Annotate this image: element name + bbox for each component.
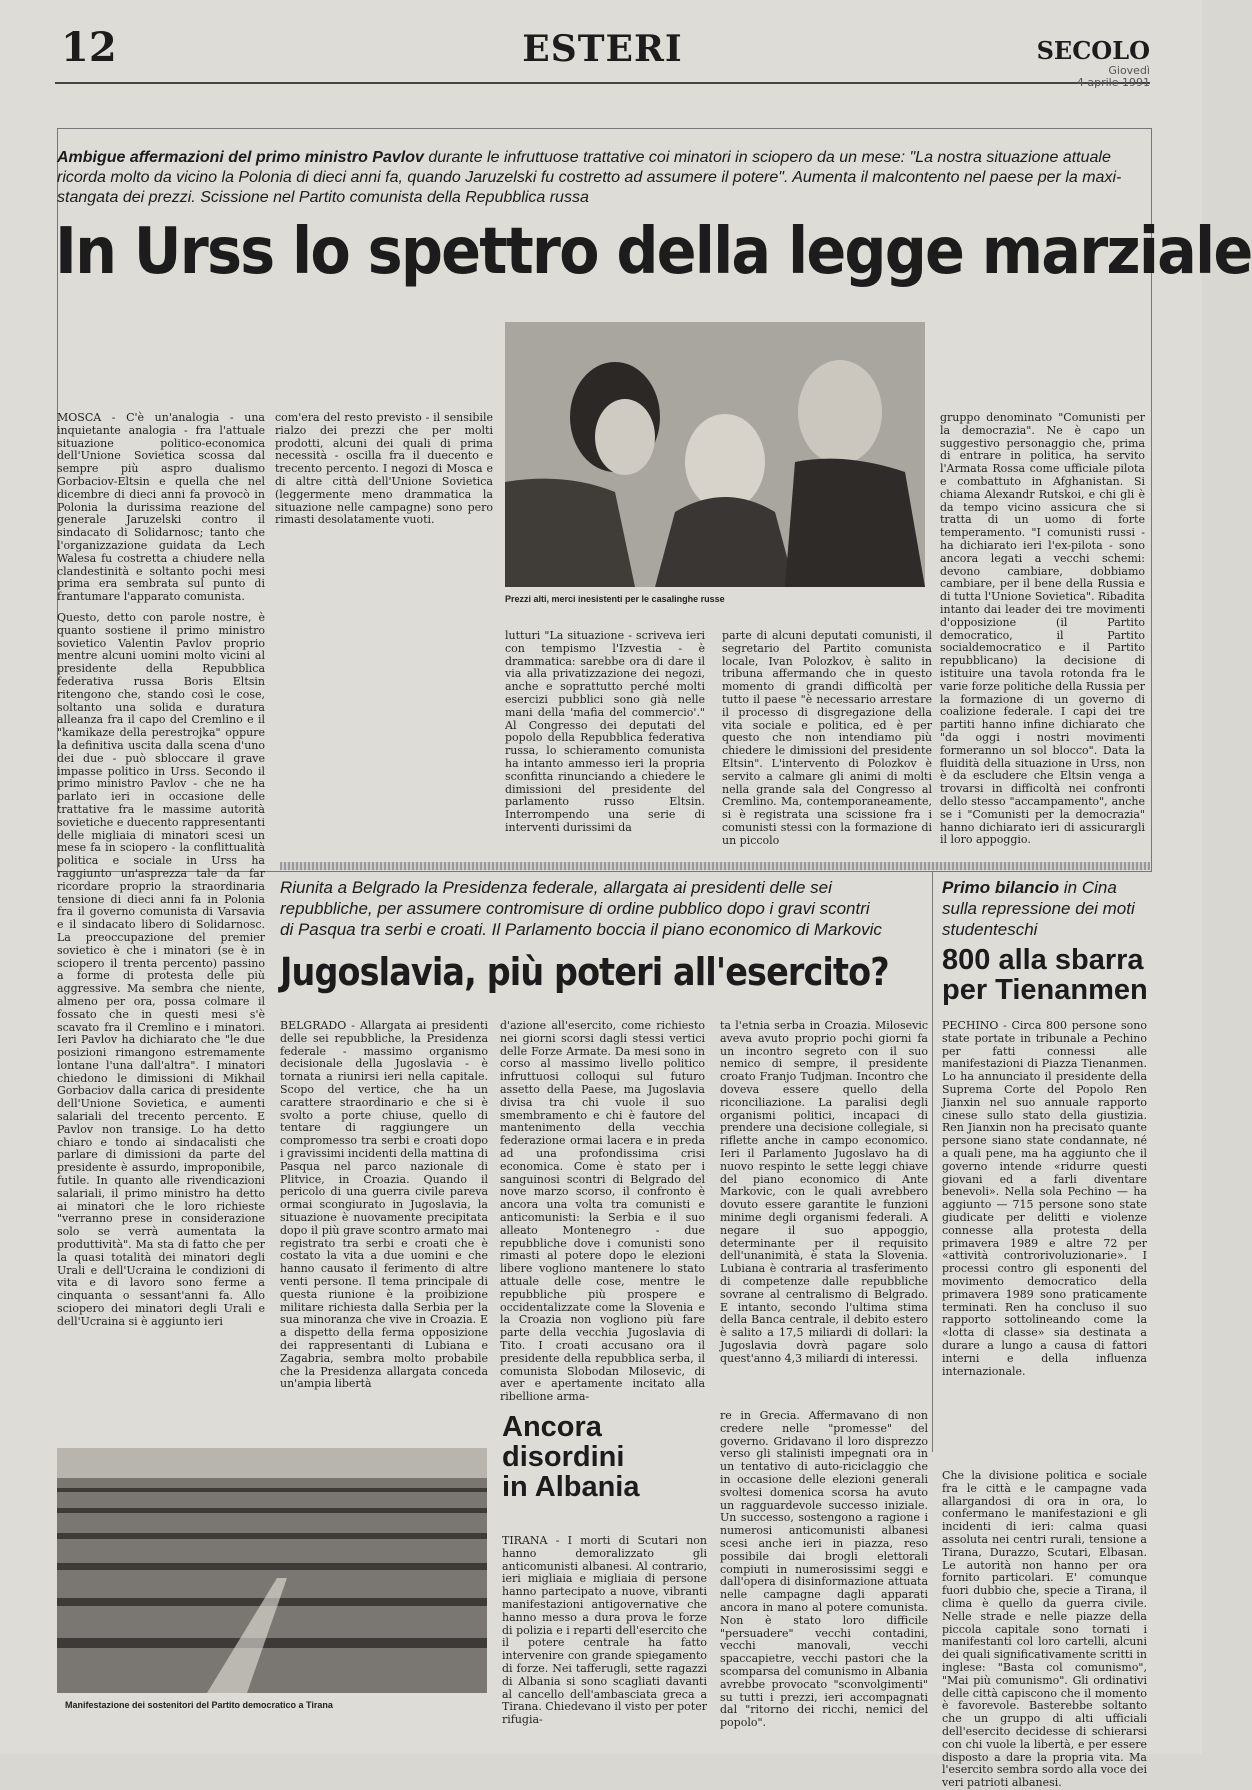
lead-headline: In Urss lo spettro della legge marziale	[55, 215, 1252, 289]
lead-kicker-text: durante le infruttuose trattative coi minatori in sciopero da un mese: "La nostra situazione attuale ricorda molto da vicino la Polonia di dieci anni fa, quando Jaruzelski fu costretto ad assumere il potere". Aumenta il malcontento nel paese per la maxi-stangata dei prezzi. Scissione nel Partito comunista della Repubblica russa	[57, 149, 1122, 206]
china-kicker-bold: Primo bilancio	[942, 878, 1060, 897]
yugoslavia-column-1: BELGRADO - Allargata ai presidenti delle sei repubbliche, la Presidenza federale - massimo organismo decisionale della Jugoslavia - è tornata a riunirsi ieri nella capitale. Scopo del vertice, che ha un carattere straordinario e che si è svolto a porte chiuse, quello di tentare di raggiungere un compromesso tra serbi e croati dopo i gravissimi incidenti della mattina di Pasqua nel parco nazionale di Plitvice, in Croazia. Quando il pericolo di una guerra civile pareva ormai scongiurato in Jugoslavia, la situazione è nuovamente precipitata dopo il più grave scontro armato mai registrato tra serbi e croati che è costato la vita a due uomini e che hanno causato il ferimento di altre venti persone. Il tema principale di questa riunione è la proibizione militare richiesta dalla Serbia per la sua minoranza che vive in Croazia. E a dispetto della ferma opposizione dei rappresentanti di Lubiana e Zagabria, sembra molto probabile che la Presidenza allargata conceda un'ampia libertà	[280, 1019, 488, 1391]
yugoslavia-headline: Jugoslavia, più poteri all'esercito?	[280, 950, 889, 994]
china-kicker	[942, 877, 1152, 940]
issue-day: Giovedì	[1108, 64, 1150, 77]
yugoslavia-kicker: Riunita a Belgrado la Presidenza federale, allargata ai presidenti delle sei repubbliche, per assumere contromisure di ordine pubblico dopo i gravi scontri di Pasqua tra serbi e croati. Il Parlamento boccia il piano economico di Markovic	[280, 878, 882, 939]
china-kicker-text: in Cina sulla repressione dei moti studenteschi	[942, 878, 1135, 939]
section-title: ESTERI	[522, 28, 683, 70]
page-header	[55, 22, 1150, 89]
column-divider	[932, 872, 933, 1452]
lead-column-1: MOSCA - C'è un'analogia - una inquietante analogia - fra l'attuale situazione politico-economica dell'Unione Sovietica scossa dal sempre più aspro dualismo Gorbaciov-Eltsin e quella che nel dicembre di dieci anni fa provocò in Polonia la durissima reazione del generale Jaruzelski contro il sindacato di Solidarnosc; tanto che l'organizzazione guidata da Lech Walesa fu costretta a chiudere nella clandestinità e soltanto pochi mesi prima era sembrata sul punto di frantumare l'apparato comunista.	[57, 411, 265, 604]
albania-photo-image	[57, 1448, 487, 1693]
albania-column-3: Che la divisione politica e sociale fra le città e le campagne vada allargandosi di ora in ora, lo confermano le manifestazioni e gli incidenti di ieri: calma quasi assoluta nei centri rurali, tensione a Tirana, Durazzo, Scutari, Elbasan. Le autorità non hanno per ora fornito particolari. E' comunque fuori dubbio che, specie a Tirana, il clima è quello da guerra civile. Nelle strade e nelle piazze della piccola capitale sono tornati i manifestanti col loro cartelli, alcuni dei quali significativamente scritti in inglese: "Basta col comunismo", "Mai più comunismo". Gli ordinativi delle città capiscono che il momento è favorevole. Basterebbe soltanto che un gruppo di alti ufficiali dell'esercito decidesse di schierarsi con chi vuole la libertà, e per essere disposto a dare la propria vita. Ma l'esercito sembra sordo alla voce dei veri patrioti albanesi.	[942, 1469, 1147, 1790]
albania-headline-line-3: in Albania	[502, 1471, 640, 1503]
albania-headline	[502, 1412, 702, 1502]
lead-column-5: gruppo denominato "Comunisti per la democrazia". Ne è capo un suggestivo personaggio che, prima di entrare in politica, ha servito l'Armata Rossa come ufficiale pilota e combattuto in Afghanistan. Si chiama Alexandr Rutskoi, e chi gli è da tempo vicino assicura che si tratta di un uomo di forte temperamento. "I comunisti russi - ha dichiarato ieri l'ex-pilota - sono ancora legati a vecchi schemi: devono cambiare, dobbiamo cambiare, per il bene della Russia e di tutta l'Unione Sovietica". Ribadita intanto dai leader dei tre movimenti d'opposizione (il Partito democratico, il Partito socialdemocratico e il Partito repubblicano) la decisione di istituire una tavola rotonda fra le varie forze politiche della Russia per la formazione di un governo di coalizione federale. I capi dei tre partiti hanno infine dichiarato che "da oggi i nostri movimenti formeranno un sol blocco". Data la fluidità della situazione in Urss, non è da escludere che Eltsin venga a trovarsi in difficoltà nei confronti dello stesso "accampamento", anche se i "Comunisti per la democrazia" hanno dichiarato ieri di assicurargli il loro appoggio.	[940, 411, 1145, 847]
albania-headline-line-1: Ancora	[502, 1411, 602, 1443]
lead-kicker-bold: Ambigue affermazioni del primo ministro Pavlov	[57, 149, 424, 166]
lead-photo	[505, 322, 925, 587]
china-headline: 800 alla sbarra per Tienanmen	[942, 944, 1148, 1006]
lead-column-3: lutturi "La situazione - scriveva ieri con tempismo l'Izvestia - è drammatica: sarebbe ora di dare il via alla privatizzazione dei negozi, anche e soprattutto perché molti esercizi pubblici sono già nelle mani della 'mafia del commercio'." Al Congresso dei deputati del popolo della Repubblica federativa russa, lo schieramento comunista ha intanto ammesso ieri la propria sconfitta rinunciando a chiedere le dimissioni del presidente del parlamento russo Eltsin. Interrompendo una serie di interventi durissimi da	[505, 629, 705, 834]
china-body: PECHINO - Circa 800 persone sono state portate in tribunale a Pechino per fatti connessi alle manifestazioni di Piazza Tienanmen. Lo ha annunciato il presidente della Suprema Corte del Popolo Ren Jianxin nel suo annuale rapporto cinese sullo stato della giustizia. Ren Jianxin non ha precisato quante persone siano state condannate, né a quali pene, ma ha aggiunto che il governo intende «ridurre questi giovani ed a farli diventare benevoli». Nella sola Pechino — ha aggiunto — 715 persone sono state giudicate per delitti e violenze connesse alla protesta della primavera 1989 e altre 72 per «attività controrivoluzionarie». I processi contro gli esponenti del movimento democratico della primavera 1989 sono praticamente terminati. Ren ha concluso il suo rapporto sottolineando come la «lotta di classe» sia destinata a durare a lungo a causa di fattori interni e della influenza internazionale.	[942, 1019, 1147, 1378]
lead-column-2: com'era del resto previsto - il sensibile rialzo dei prezzi che per molti prodotti, alcuni dei quali di prima necessità - oscilla fra il duecento e trecento percento. I negozi di Mosca e di altre città dell'Unione Sovietica (leggermente meno drammatica la situazione nelle campagne) sono pero rimasti desolatamente vuoti.	[275, 411, 493, 527]
albania-column-1: TIRANA - I morti di Scutari non hanno demoralizzato gli anticomunisti albanesi. Al contrario, ieri migliaia e migliaia di persone hanno partecipato a nuove, vibranti manifestazioni antigovernative che hanno messo a dura prova le forze di polizia e i reparti dell'esercito che il potere centrale ha fatto intervenire con grande spiegamento di forze. Nei tafferugli, sette ragazzi di Albania si sono scagliati davanti al cancello dell'ambasciata greca a Tirana. Chiedevano il visto per poter rifugia-	[502, 1534, 707, 1727]
lead-kicker	[57, 148, 1132, 208]
lead-column-4: parte di alcuni deputati comunisti, il segretario del Partito comunista locale, Ivan Polozkov, è salito in tribuna affermando che in questo momento di grandi difficoltà per tutto il paese "è necessario arrestare il processo di disgregazione della vita sociale e politica, ed è per questo che non intendiamo più chiedere le dimissioni del presidente Eltsin". L'intervento di Polozkov è servito a calmare gli animi di molti nella grande sala del Congresso al Cremlino. Ma, contemporaneamente, si è registrata una scissione fra i comunisti stessi con la formazione di un piccolo	[722, 629, 932, 847]
yugoslavia-column-2: d'azione all'esercito, come richiesto nei giorni scorsi dagli stessi vertici delle Forze Armate. Da mesi sono in corso al massimo livello politico infruttuosi colloqui sul futuro assetto della Paese, ma Jugoslavia divisa tra chi vuole il suo smembramento e chi è fautore del mantenimento della vecchia federazione ormai lacera e in preda ad una profondissima crisi economica. Come è stato per i sanguinosi scontri di Belgrado del nove marzo scorso, il confronto è ancora una volta tra comunisti e anticomunisti: la Serbia e il suo alleato Montenegro - due repubbliche dove i comunisti sono rimasti al potere dopo le elezioni libere vogliono mantenere lo stato attuale delle cose, mentre le repubbliche più prospere e occidentalizzate come la Slovenia e la Croazia non vogliono più fare parte della vecchia Jugoslavia di Tito. I croati accusano ora il presidente della repubblica serba, il comunista Slobodan Milosevic, di aver e apertamente incitato alla ribellione arma-	[500, 1019, 705, 1404]
yugoslavia-column-3: ta l'etnia serba in Croazia. Milosevic aveva avuto proprio pochi giorni fa un incontro segreto con il suo nemico di sempre, il presidente croato Franjo Tudjman. Incontro che doveva essere quello della riconciliazione. La paralisi degli organismi politici, incapaci di prendere una decisione collegiale, si riflette anche in campo economico. Ieri il Parlamento Jugoslavo ha di nuovo respinto le sette leggi chiave del piano economico di Ante Markovic, con le quali avrebbero dovuto essere garantite le funzioni minime degli organismi federali. A negare il suo appoggio, determinante per il requisito dell'unanimità, è stata la Slovenia. Lubiana è contraria al trasferimento di competenze dalle repubbliche sovrane al centralismo di Belgrado. E intanto, secondo l'ultima stima della Banca centrale, il debito estero è salito a 17,5 miliardi di dollari: la Jugoslavia dovrà pagare solo quest'anno 4,3 miliardi di interessi.	[720, 1019, 928, 1365]
albania-column-2: re in Grecia. Affermavano di non credere nelle "promesse" del governo. Gridavano il loro disprezzo verso gli stalinisti impegnati ora in un tentativo di auto-riciclaggio che in occasione delle elezioni generali svoltesi domenica scorsa ha avuto un ragguardevole successo iniziale. Un successo, sostengono a ragione i numerosi anticomunisti albanesi scesi anche ieri in piazza, reso possibile dai brogli elettorali compiuti in numerosissimi seggi e dall'opera di disinformazione attuata nelle campagne dagli apparati ancora in mano al potere comunista. Non è stato loro difficile "persuadere" vecchi contadini, vecchi manovali, vecchi spaccapietre, vecchi pastori che la scomparsa del comunismo in Albania avrebbe provocato "sconvolgimenti" su tutti i prezzi, ieri accompagnati dal "ritorno dei ricchi, nemici del popolo".	[720, 1409, 928, 1730]
issue-date: 4 aprile 1991	[1076, 76, 1150, 89]
albania-headline-line-2: disordini	[502, 1441, 625, 1473]
albania-photo-caption: Manifestazione dei sostenitori del Partito democratico a Tirana	[65, 1700, 333, 1710]
section-separator	[280, 862, 1150, 870]
page-number: 12	[61, 24, 117, 71]
albania-photo	[57, 1448, 487, 1693]
lead-photo-caption: Prezzi alti, merci inesistenti per le casalinghe russe	[505, 594, 725, 604]
lead-continuation-column: Questo, detto con parole nostre, è quanto sostiene il primo ministro sovietico Valentin Pavlov proprio mentre alcuni uomini molto vicini al presidente della Repubblica federativa russa Boris Eltsin ritengono che, stando così le cose, soltanto una solida e duratura alleanza fra il capo del Cremlino e il "kamikaze della perestrojka" oppure la definitiva uscita dalla scena d'uno dei due - può sbloccare il grave impasse politico in Urss. Secondo il primo ministro Pavlov - che ne ha parlato ieri in occasione delle trattative fra le massime autorità sovietiche e duecento rappresentanti delle migliaia di minatori scesi un mese fa in sciopero - la conflittualità politica e sociale in Urss ha raggiunto un'asprezza tale da far ricordare proprio la straordinaria tensione di dieci anni fa in Polonia fra il governo comunista di Varsavia e il sindacato libero di Solidarnosc. La preoccupazione del premier sovietico è che i minatori (se è in sciopero il trenta percento) passino a forme di protesta delle più aggressive. Ma sembra che niente, almeno per ora, possa colmare il fossato che in questi mesi s'è scavato fra il Cremlino e i minatori. Ieri Pavlov ha dichiarato che "le due posizioni rimangono estremamente lontane l'una dall'altra". I minatori chiedono le dimissioni di Mikhail Gorbaciov dalla carica di presidente dell'Unione Sovietica, e aumenti salariali del trecento percento. E Pavlov non transige. Lo ha detto chiaro e tondo ai sindacalisti che parlare di dimissioni da parte del presidente è assurdo, improponibile, futile. In quanto alle rivendicazioni salariali, il primo ministro ha detto ai minatori che le loro richieste "verranno prese in considerazione solo se verrà aumentata la produttività". Ma sta di fatto che per la quasi totalità dei minatori degli Urali e dell'Ucraina le condizioni di vita e di lavoro sono ferme a cinquanta o sessant'anni fa. Allo sciopero dei minatori degli Urali e dell'Ucraina si è aggiunto ieri	[57, 611, 265, 1328]
masthead-name: SECOLO	[1036, 36, 1150, 65]
masthead	[1037, 36, 1150, 89]
lead-photo-image	[505, 322, 925, 587]
